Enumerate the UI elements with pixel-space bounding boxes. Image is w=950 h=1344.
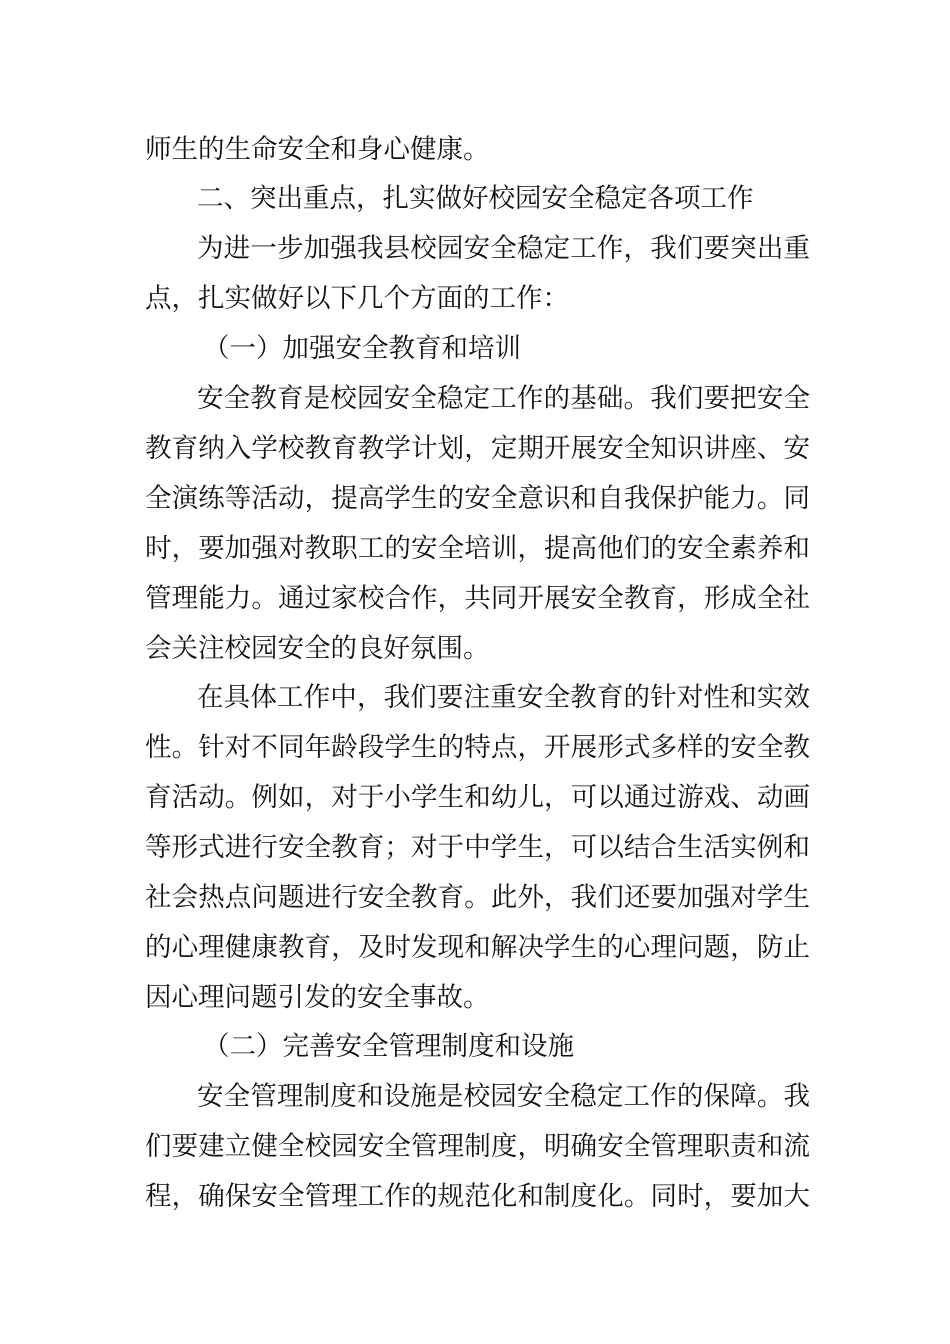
paragraph-line: 教育纳入学校教育教学计划，定期开展安全知识讲座、安 — [145, 433, 810, 464]
paragraph-line: 管理能力。通过家校合作，共同开展安全教育，形成全社 — [145, 583, 810, 614]
subsection-heading: （一）加强安全教育和培训 — [203, 333, 521, 364]
paragraph-line: 安全教育是校园安全稳定工作的基础。我们要把安全 — [197, 383, 810, 414]
paragraph-line: 程，确保安全管理工作的规范化和制度化。同时，要加大 — [145, 1181, 810, 1212]
paragraph-line: 安全管理制度和设施是校园安全稳定工作的保障。我 — [197, 1081, 810, 1112]
section-heading: 二、突出重点，扎实做好校园安全稳定各项工作 — [197, 183, 754, 214]
paragraph-line: 会关注校园安全的良好氛围。 — [145, 633, 490, 664]
paragraph-line: 全演练等活动，提高学生的安全意识和自我保护能力。同 — [145, 483, 810, 514]
subsection-heading: （二）完善安全管理制度和设施 — [203, 1031, 574, 1062]
paragraph-line: 等形式进行安全教育；对于中学生，可以结合生活实例和 — [145, 832, 810, 863]
paragraph-line: 因心理问题引发的安全事故。 — [145, 982, 490, 1013]
paragraph-line: 育活动。例如，对于小学生和幼儿，可以通过游戏、动画 — [145, 782, 810, 813]
paragraph-line: 点，扎实做好以下几个方面的工作： — [145, 283, 569, 314]
paragraph-line: 为进一步加强我县校园安全稳定工作，我们要突出重 — [197, 233, 810, 264]
paragraph-line: 社会热点问题进行安全教育。此外，我们还要加强对学生 — [145, 882, 810, 913]
paragraph-line: 性。针对不同年龄段学生的特点，开展形式多样的安全教 — [145, 732, 810, 763]
paragraph-line: 在具体工作中，我们要注重安全教育的针对性和实效 — [197, 682, 810, 713]
paragraph-line: 的心理健康教育，及时发现和解决学生的心理问题，防止 — [145, 932, 810, 963]
text-line: 师生的生命安全和身心健康。 — [145, 134, 490, 165]
paragraph-line: 时，要加强对教职工的安全培训，提高他们的安全素养和 — [145, 533, 810, 564]
paragraph-line: 们要建立健全校园安全管理制度，明确安全管理职责和流 — [145, 1131, 810, 1162]
